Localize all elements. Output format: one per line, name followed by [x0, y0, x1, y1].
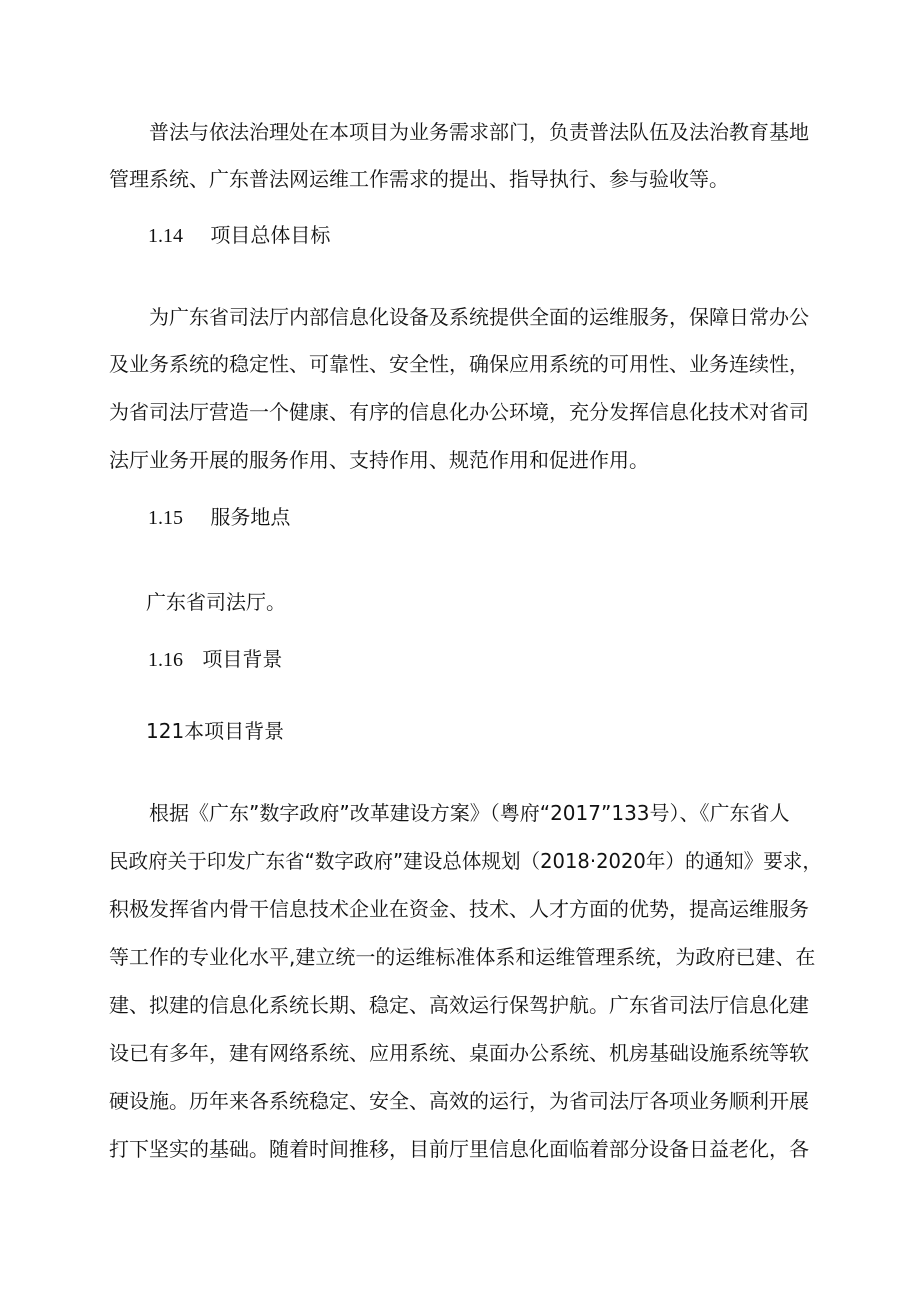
heading-number: 1.14	[148, 225, 183, 247]
paragraph-2-line-4: 法厅业务开展的服务作用、支持作用、规范作用和促进作用。	[109, 448, 649, 472]
paragraph-3-line-1: 广东省司法厅。	[146, 590, 286, 614]
paragraph-4-line-6: 设已有多年，建有网络系统、应用系统、桌面办公系统、机房基础设施系统等软	[109, 1041, 809, 1065]
heading-1-16	[148, 645, 282, 674]
heading-number: 1.15	[148, 507, 183, 529]
heading-1-14	[148, 221, 330, 250]
subheading-121: 121本项目背景	[146, 719, 285, 743]
paragraph-4-line-7: 硬设施。历年来各系统稳定、安全、高效的运行，为省司法厅各项业务顺利开展	[109, 1089, 809, 1113]
paragraph-2-line-3: 为省司法厅营造一个健康、有序的信息化办公环境，充分发挥信息化技术对省司	[109, 400, 809, 424]
paragraph-4-line-8: 打下坚实的基础。随着时间推移，目前厅里信息化面临着部分设备日益老化，各	[109, 1137, 809, 1161]
paragraph-4-line-4: 等工作的专业化水平,建立统一的运维标准体系和运维管理系统，为政府已建、在	[109, 945, 816, 969]
paragraph-2-line-2: 及业务系统的稳定性、可靠性、安全性，确保应用系统的可用性、业务连续性，	[109, 352, 809, 376]
heading-title: 项目背景	[202, 647, 283, 671]
paragraph-2-line-1: 为广东省司法厅内部信息化设备及系统提供全面的运维服务，保障日常办公	[149, 305, 809, 329]
paragraph-4-line-5: 建、拟建的信息化系统长期、稳定、高效运行保驾护航。广东省司法厅信息化建	[109, 993, 809, 1017]
heading-title: 服务地点	[210, 505, 291, 529]
paragraph-4-line-2: 民政府关于印发广东省“数字政府”建设总体规划（2018·2020年）的通知》要求，	[109, 849, 822, 873]
paragraph-4-line-3: 积极发挥省内骨干信息技术企业在资金、技术、人才方面的优势，提高运维服务	[109, 897, 809, 921]
heading-1-15	[148, 503, 290, 532]
paragraph-4-line-1: 根据《广东”数字政府”改革建设方案》（粤府“2017”133号）、《广东省人	[149, 801, 790, 825]
paragraph-1-line-2: 管理系统、广东普法网运维工作需求的提出、指导执行、参与验收等。	[109, 167, 729, 191]
heading-title: 项目总体目标	[210, 223, 331, 247]
heading-number: 1.16	[148, 649, 183, 671]
paragraph-1-line-1: 普法与依法治理处在本项目为业务需求部门，负责普法队伍及法治教育基地	[149, 120, 809, 144]
